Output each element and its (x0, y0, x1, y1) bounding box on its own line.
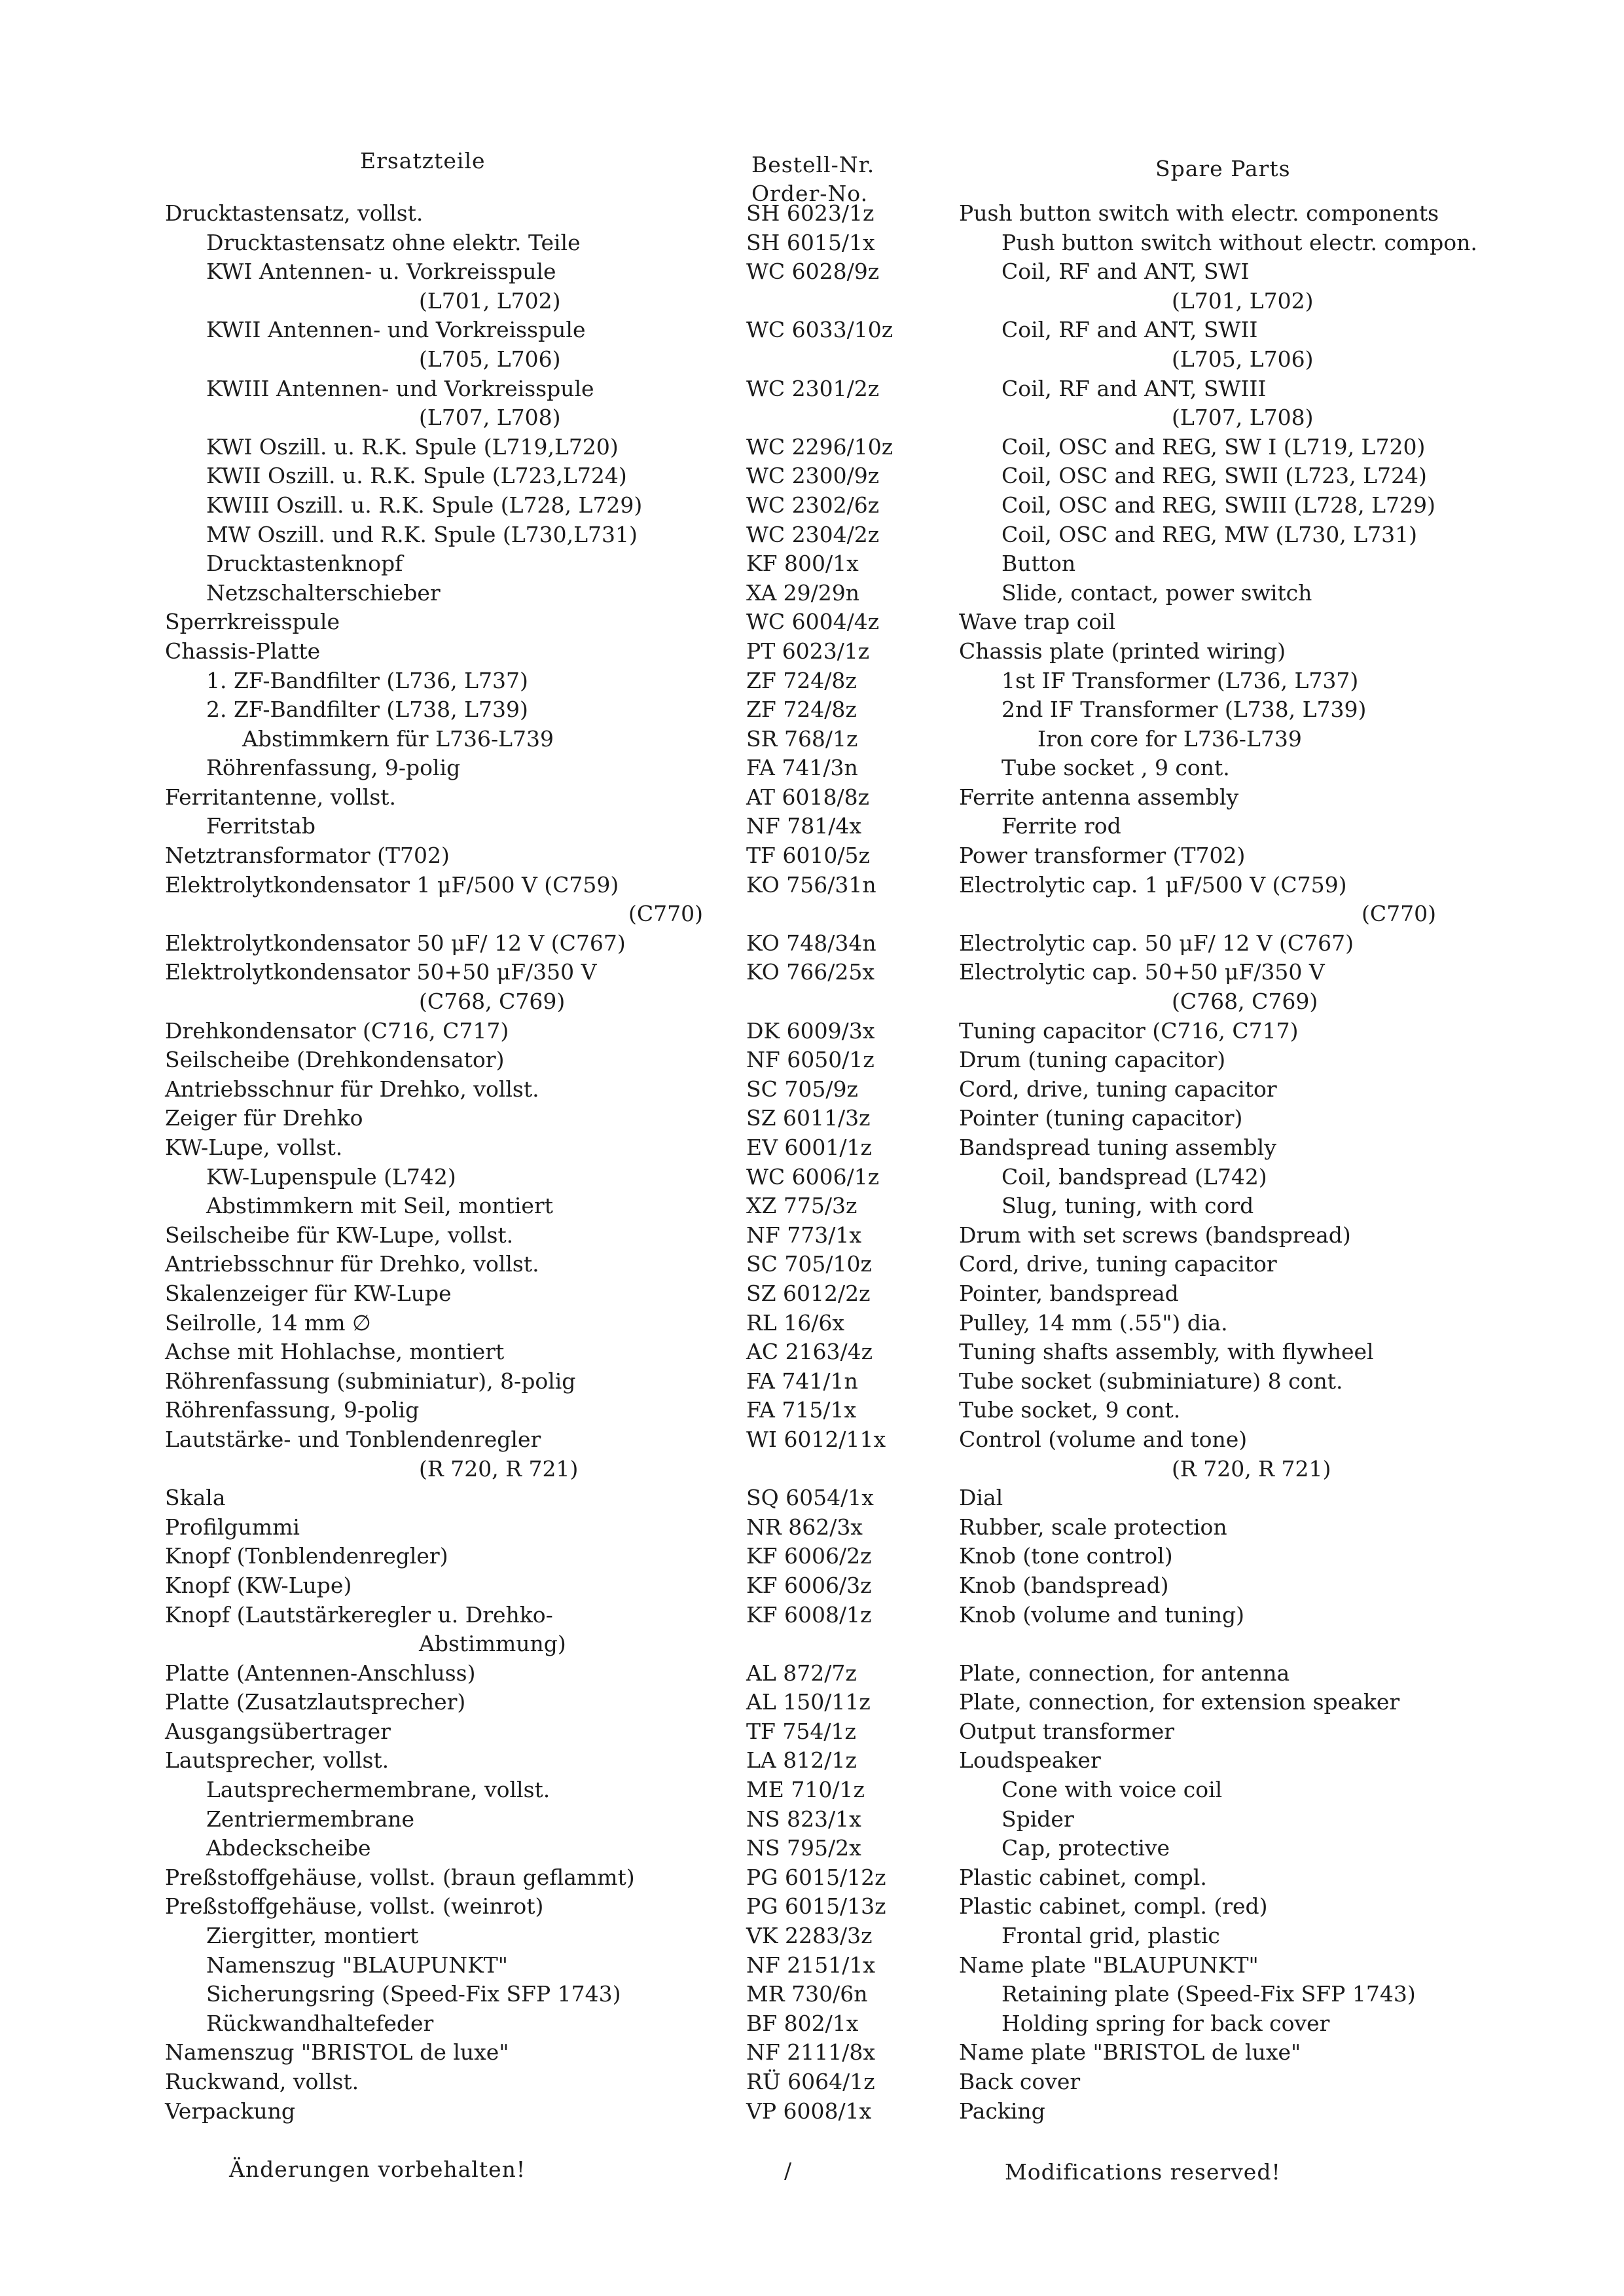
footer-note-en: Modifications reserved! (1005, 2159, 1281, 2185)
table-row (0, 1017, 1624, 1046)
part-name-en: Coil, OSC and REG, MW (L730, L731) (1001, 521, 1417, 547)
part-name-en: Output transformer (959, 1718, 1175, 1744)
table-row (0, 1892, 1624, 1922)
part-name-de: Sicherungsring (Speed-Fix SFP 1743) (206, 1981, 621, 2007)
part-name-de: (L701, L702) (419, 287, 561, 314)
part-name-de: Chassis-Platte (165, 638, 321, 664)
part-name-de: Lautsprechermembrane, vollst. (206, 1777, 550, 1803)
order-number: SZ 6011/3z (746, 1105, 871, 1131)
part-name-de: Achse mit Hohlachse, montiert (165, 1339, 505, 1365)
part-name-de: (C768, C769) (419, 989, 566, 1015)
table-row (0, 1542, 1624, 1571)
part-name-de: Platte (Zusatzlautsprecher) (165, 1689, 466, 1715)
part-name-en: (L707, L708) (1172, 405, 1314, 431)
part-name-en: Slide, contact, power switch (1001, 579, 1312, 606)
part-name-en: Rubber, scale protection (959, 1514, 1227, 1540)
part-name-de: Drucktastensatz, vollst. (165, 200, 424, 226)
part-name-de: Lautsprecher, vollst. (165, 1747, 389, 1774)
table-row (0, 2068, 1624, 2097)
part-name-en: Wave trap coil (959, 609, 1116, 635)
part-name-de: Seilscheibe (Drehkondensator) (165, 1047, 505, 1073)
part-name-de: (R 720, R 721) (419, 1455, 579, 1482)
header-order-no: Order-No. (751, 181, 869, 206)
part-name-en: Coil, OSC and REG, SWII (L723, L724) (1001, 463, 1427, 489)
part-name-en: Tuning capacitor (C716, C717) (959, 1017, 1299, 1044)
part-name-de: Lautstärke- und Tonblendenregler (165, 1426, 541, 1452)
footer-mark: / (784, 2158, 793, 2183)
table-row (0, 1980, 1624, 2009)
header-bestell-nr: Bestell-Nr. (751, 152, 875, 177)
table-row (0, 1221, 1624, 1250)
part-name-en: (C770) (1362, 901, 1436, 927)
order-number: WC 6033/10z (746, 317, 893, 343)
part-name-en: (R 720, R 721) (1172, 1455, 1331, 1482)
order-number: KO 756/31n (746, 871, 876, 898)
part-name-de: KW-Lupenspule (L742) (206, 1163, 456, 1190)
order-number: SC 705/10z (746, 1251, 872, 1277)
table-row (0, 520, 1624, 550)
part-name-en: Iron core for L736-L739 (1038, 725, 1302, 752)
part-name-de: Ferritantenne, vollst. (165, 784, 397, 810)
part-name-de: KWI Oszill. u. R.K. Spule (L719,L720) (206, 433, 619, 460)
part-name-de: Profilgummi (165, 1514, 300, 1540)
part-name-de: Abstimmung) (419, 1631, 566, 1657)
part-name-de: (L707, L708) (419, 405, 561, 431)
part-name-en: Back cover (959, 2069, 1081, 2094)
order-number: SH 6015/1x (746, 229, 875, 255)
order-number: ZF 724/8z (746, 697, 857, 723)
part-name-de: Drucktastenknopf (206, 551, 403, 577)
part-name-de: Abstimmkern mit Seil, montiert (206, 1193, 553, 1219)
table-row (0, 228, 1624, 258)
part-name-de: KWIII Antennen- und Vorkreisspule (206, 375, 594, 401)
order-number: WI 6012/11x (746, 1426, 886, 1452)
order-number: TF 754/1z (746, 1718, 856, 1744)
part-name-en: Push button switch without electr. compon. (1001, 229, 1477, 255)
part-name-de: Röhrenfassung, 9-polig (165, 1397, 420, 1423)
part-name-de: Ruckwand, vollst. (165, 2069, 359, 2094)
order-number: NS 795/2x (746, 1835, 861, 1861)
order-number: VP 6008/1x (746, 2098, 872, 2124)
order-number: FA 715/1x (746, 1397, 857, 1423)
part-name-de: Knopf (KW-Lupe) (165, 1572, 352, 1598)
table-row (0, 462, 1624, 491)
table-row (0, 549, 1624, 579)
table-row (0, 403, 1624, 433)
table-row (0, 1630, 1624, 1659)
table-row (0, 491, 1624, 520)
part-name-de: Antriebsschnur für Drehko, vollst. (165, 1251, 539, 1277)
table-row (0, 1396, 1624, 1425)
order-number: XA 29/29n (746, 579, 859, 606)
part-name-de: KWIII Oszill. u. R.K. Spule (L728, L729) (206, 492, 643, 518)
order-number: TF 6010/5z (746, 843, 870, 869)
part-name-en: Electrolytic cap. 1 μF/500 V (C759) (959, 871, 1347, 898)
order-number: MR 730/6n (746, 1981, 868, 2007)
order-number: SQ 6054/1x (746, 1485, 874, 1511)
order-number: XZ 775/3z (746, 1193, 857, 1219)
part-name-en: Retaining plate (Speed-Fix SFP 1743) (1001, 1981, 1416, 2007)
part-name-de: Ausgangsübertrager (165, 1718, 391, 1744)
part-name-de: KWII Oszill. u. R.K. Spule (L723,L724) (206, 463, 627, 489)
part-name-de: Preßstoffgehäuse, vollst. (weinrot) (165, 1893, 544, 1920)
part-name-de: Seilrolle, 14 mm ∅ (165, 1309, 371, 1336)
part-name-de: Abdeckscheibe (206, 1835, 371, 1861)
part-name-en: Drum (tuning capacitor) (959, 1047, 1226, 1073)
order-number: RÜ 6064/1z (746, 2069, 875, 2094)
part-name-de: Drehkondensator (C716, C717) (165, 1017, 509, 1044)
part-name-en: Cone with voice coil (1001, 1777, 1223, 1803)
table-row (0, 725, 1624, 754)
order-number: NF 2111/8x (746, 2039, 875, 2066)
part-name-en: Control (volume and tone) (959, 1426, 1248, 1452)
table-row (0, 1805, 1624, 1834)
order-number: BF 802/1x (746, 2010, 859, 2036)
part-name-de: KW-Lupe, vollst. (165, 1135, 343, 1160)
header-ersatzteile: Ersatzteile (360, 148, 486, 173)
order-number: SR 768/1z (746, 725, 858, 752)
order-number: KF 6008/1z (746, 1601, 872, 1628)
table-row (0, 1688, 1624, 1717)
table-row (0, 1484, 1624, 1513)
part-name-en: Pointer, bandspread (959, 1280, 1179, 1306)
part-name-de: Seilscheibe für KW-Lupe, vollst. (165, 1222, 514, 1248)
table-row (0, 1863, 1624, 1893)
table-row (0, 2038, 1624, 2068)
table-row (0, 1455, 1624, 1484)
order-number: WC 2296/10z (746, 433, 893, 460)
order-number: WC 6028/9z (746, 259, 880, 285)
part-name-en: (L701, L702) (1172, 287, 1314, 314)
table-row (0, 929, 1624, 958)
table-row (0, 666, 1624, 696)
part-name-de: Netzschalterschieber (206, 579, 441, 606)
part-name-en: Coil, OSC and REG, SW I (L719, L720) (1001, 433, 1426, 460)
table-row (0, 345, 1624, 374)
table-row (0, 1309, 1624, 1338)
order-number: KO 766/25x (746, 959, 875, 985)
order-number: NF 2151/1x (746, 1952, 875, 1978)
part-name-en: Cord, drive, tuning capacitor (959, 1076, 1277, 1102)
part-name-de: 2. ZF-Bandfilter (L738, L739) (206, 697, 528, 723)
part-name-de: Elektrolytkondensator 1 μF/500 V (C759) (165, 871, 619, 898)
order-number: ME 710/1z (746, 1777, 865, 1803)
part-name-de: Namenszug "BRISTOL de luxe" (165, 2039, 509, 2066)
table-row (0, 1133, 1624, 1163)
part-name-en: Frontal grid, plastic (1001, 1923, 1220, 1949)
part-name-en: Name plate "BLAUPUNKT" (959, 1952, 1259, 1978)
header-spare-parts: Spare Parts (1155, 156, 1291, 181)
table-row (0, 1046, 1624, 1075)
table-row (0, 871, 1624, 900)
table-row (0, 1367, 1624, 1396)
order-number: WC 6004/4z (746, 609, 880, 635)
table-row (0, 1250, 1624, 1279)
part-name-de: Knopf (Tonblendenregler) (165, 1543, 448, 1569)
part-name-en: Loudspeaker (959, 1747, 1101, 1774)
order-number: KF 800/1x (746, 551, 859, 577)
order-number: SC 705/9z (746, 1076, 858, 1102)
table-row (0, 754, 1624, 783)
part-name-en: Tube socket , 9 cont. (1001, 755, 1230, 781)
table-row (0, 1075, 1624, 1104)
part-name-de: (L705, L706) (419, 346, 561, 372)
table-row (0, 1338, 1624, 1367)
part-name-en: Electrolytic cap. 50 μF/ 12 V (C767) (959, 930, 1354, 956)
part-name-de: Rückwandhaltefeder (206, 2010, 434, 2036)
part-name-de: Skalenzeiger für KW-Lupe (165, 1280, 452, 1306)
part-name-en: Plastic cabinet, compl. (red) (959, 1893, 1268, 1920)
part-name-en: 1st IF Transformer (L736, L737) (1001, 667, 1359, 693)
part-name-en: Plate, connection, for extension speaker (959, 1689, 1400, 1715)
table-row (0, 841, 1624, 871)
order-number: EV 6001/1z (746, 1135, 872, 1160)
part-name-en: Electrolytic cap. 50+50 μF/350 V (959, 959, 1325, 985)
part-name-en: Push button switch with electr. components (959, 200, 1439, 226)
part-name-de: Ziergitter, montiert (206, 1923, 419, 1949)
part-name-en: Plate, connection, for antenna (959, 1660, 1290, 1686)
part-name-en: Bandspread tuning assembly (959, 1135, 1276, 1160)
part-name-en: Name plate "BRISTOL de luxe" (959, 2039, 1301, 2066)
order-number: PG 6015/12z (746, 1864, 886, 1890)
part-name-de: KWI Antennen- u. Vorkreisspule (206, 259, 556, 285)
part-name-de: Sperrkreisspule (165, 609, 340, 635)
part-name-de: Namenszug "BLAUPUNKT" (206, 1952, 508, 1978)
part-name-de: Elektrolytkondensator 50+50 μF/350 V (165, 959, 597, 985)
order-number: VK 2283/3z (746, 1923, 873, 1949)
part-name-en: Ferrite rod (1001, 813, 1121, 839)
table-row (0, 2097, 1624, 2126)
part-name-de: Netztransformator (T702) (165, 843, 450, 869)
part-name-en: Cord, drive, tuning capacitor (959, 1251, 1277, 1277)
order-number: NR 862/3x (746, 1514, 863, 1540)
table-row (0, 1601, 1624, 1630)
order-number: KF 6006/3z (746, 1572, 872, 1598)
footer-note-de: Änderungen vorbehalten! (229, 2157, 526, 2182)
part-name-en: Coil, bandspread (L742) (1001, 1163, 1267, 1190)
part-name-en: 2nd IF Transformer (L738, L739) (1001, 697, 1367, 723)
order-number: RL 16/6x (746, 1309, 844, 1336)
table-row (0, 1279, 1624, 1309)
part-name-en: Chassis plate (printed wiring) (959, 638, 1286, 664)
part-name-en: Drum with set screws (bandspread) (959, 1222, 1351, 1248)
part-name-en: Plastic cabinet, compl. (959, 1864, 1207, 1890)
parts-table (0, 199, 1624, 2126)
table-row (0, 958, 1624, 987)
order-number: ZF 724/8z (746, 667, 857, 693)
table-row (0, 1104, 1624, 1133)
order-number: WC 2304/2z (746, 521, 880, 547)
table-row (0, 1951, 1624, 1980)
table-row (0, 608, 1624, 637)
order-number: NF 773/1x (746, 1222, 861, 1248)
table-row (0, 987, 1624, 1017)
order-number: NF 6050/1z (746, 1047, 875, 1073)
table-row (0, 1163, 1624, 1192)
part-name-en: Holding spring for back cover (1001, 2010, 1330, 2036)
table-row (0, 199, 1624, 228)
part-name-de: Verpackung (165, 2098, 296, 2124)
order-number: AC 2163/4z (746, 1339, 873, 1365)
part-name-de: Röhrenfassung (subminiatur), 8-polig (165, 1368, 576, 1394)
part-name-de: KWII Antennen- und Vorkreisspule (206, 317, 586, 343)
part-name-en: Knob (bandspread) (959, 1572, 1169, 1598)
table-row (0, 316, 1624, 345)
part-name-en: Dial (959, 1485, 1003, 1511)
table-row (0, 1513, 1624, 1542)
table-row (0, 1746, 1624, 1776)
part-name-de: Ferritstab (206, 813, 316, 839)
part-name-de: Knopf (Lautstärkeregler u. Drehko- (165, 1601, 553, 1628)
order-number: WC 2300/9z (746, 463, 880, 489)
table-row (0, 695, 1624, 725)
order-number: FA 741/3n (746, 755, 858, 781)
part-name-en: Coil, RF and ANT, SWIII (1001, 375, 1267, 401)
table-row (0, 579, 1624, 608)
part-name-en: Slug, tuning, with cord (1001, 1193, 1254, 1219)
part-name-en: Packing (959, 2098, 1045, 2124)
part-name-en: Cap, protective (1001, 1835, 1170, 1861)
table-row (0, 257, 1624, 287)
part-name-en: Coil, RF and ANT, SWI (1001, 259, 1250, 285)
part-name-en: Coil, RF and ANT, SWII (1001, 317, 1258, 343)
order-number: NS 823/1x (746, 1806, 861, 1832)
part-name-en: (C768, C769) (1172, 989, 1318, 1015)
part-name-en: Coil, OSC and REG, SWIII (L728, L729) (1001, 492, 1435, 518)
table-row (0, 812, 1624, 841)
part-name-de: Platte (Antennen-Anschluss) (165, 1660, 476, 1686)
part-name-en: Spider (1001, 1806, 1074, 1832)
order-number: SH 6023/1z (746, 200, 875, 226)
table-row (0, 1571, 1624, 1601)
part-name-en: Pulley, 14 mm (.55") dia. (959, 1309, 1228, 1336)
part-name-en: Tube socket, 9 cont. (959, 1397, 1181, 1423)
part-name-de: MW Oszill. und R.K. Spule (L730,L731) (206, 521, 638, 547)
table-row (0, 2009, 1624, 2039)
order-number: AL 150/11z (746, 1689, 871, 1715)
order-number: NF 781/4x (746, 813, 861, 839)
part-name-en: Power transformer (T702) (959, 843, 1246, 869)
order-number: WC 2302/6z (746, 492, 880, 518)
order-number: PG 6015/13z (746, 1893, 886, 1920)
table-row (0, 1192, 1624, 1221)
part-name-en: Button (1001, 551, 1076, 577)
table-row (0, 1922, 1624, 1951)
part-name-en: Knob (tone control) (959, 1543, 1173, 1569)
part-name-en: Tuning shafts assembly, with flywheel (959, 1339, 1374, 1365)
part-name-en: Pointer (tuning capacitor) (959, 1105, 1243, 1131)
order-number: FA 741/1n (746, 1368, 858, 1394)
order-number: PT 6023/1z (746, 638, 870, 664)
table-row (0, 1659, 1624, 1688)
table-row (0, 637, 1624, 666)
table-row (0, 287, 1624, 316)
table-row (0, 1717, 1624, 1747)
order-number: AL 872/7z (746, 1660, 857, 1686)
part-name-de: Elektrolytkondensator 50 μF/ 12 V (C767) (165, 930, 626, 956)
part-name-de: Antriebsschnur für Drehko, vollst. (165, 1076, 539, 1102)
part-name-de: Röhrenfassung, 9-polig (206, 755, 461, 781)
part-name-en: Knob (volume and tuning) (959, 1601, 1245, 1628)
order-number: DK 6009/3x (746, 1017, 875, 1044)
part-name-en: (L705, L706) (1172, 346, 1314, 372)
part-name-de: Zentriermembrane (206, 1806, 415, 1832)
part-name-en: Ferrite antenna assembly (959, 784, 1239, 810)
table-row (0, 433, 1624, 462)
table-row (0, 783, 1624, 812)
table-row (0, 374, 1624, 404)
order-number: KO 748/34n (746, 930, 876, 956)
order-number: LA 812/1z (746, 1747, 857, 1774)
order-number: WC 6006/1z (746, 1163, 880, 1190)
part-name-de: Drucktastensatz ohne elektr. Teile (206, 229, 581, 255)
table-row (0, 1834, 1624, 1863)
part-name-de: Preßstoffgehäuse, vollst. (braun geflammt) (165, 1864, 635, 1890)
table-row (0, 1776, 1624, 1805)
part-name-de: (C770) (628, 901, 703, 927)
part-name-de: Skala (165, 1485, 226, 1511)
part-name-de: Zeiger für Drehko (165, 1105, 363, 1131)
table-row (0, 1425, 1624, 1455)
part-name-de: 1. ZF-Bandfilter (L736, L737) (206, 667, 528, 693)
order-number: WC 2301/2z (746, 375, 880, 401)
order-number: SZ 6012/2z (746, 1280, 871, 1306)
table-row (0, 900, 1624, 929)
part-name-en: Tube socket (subminiature) 8 cont. (959, 1368, 1343, 1394)
order-number: KF 6006/2z (746, 1543, 872, 1569)
order-number: AT 6018/8z (746, 784, 870, 810)
part-name-de: Abstimmkern für L736-L739 (242, 725, 554, 752)
